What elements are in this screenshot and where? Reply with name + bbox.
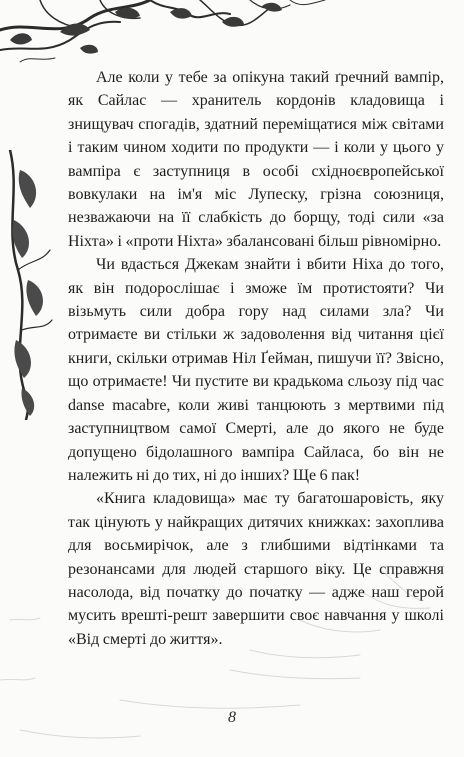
left-vine-ornament	[0, 150, 60, 420]
paragraph-2: Чи вдасться Джекам знайти і вбити Ніха до того, як він подорослішає і зможе їм протистояти? Чи візьмуть сили добра гору над силами зла? Чи отримаєте ви стільки ж задоволення від читання цієї книги, скільки отримав Ніл Ґейман, пишучи її? Звісно, що отримаєте! Чи пустите ви крадькома сльозу під час danse macabre, коли живі танцюють з мертвими під заступництвом самої Смерті, але до якого не буде допущено бідолашного вампіра Сайласа, бо він не належить ні до тих, ні до інших? Ще 6 пак!	[68, 256, 444, 484]
body-text	[68, 66, 444, 651]
paragraph-1: Але коли у тебе за опікуна такий ґречний вампір, як Сайлас — хранитель кордонів кладовища і знищувач спогадів, здатний переміщатися між світами і таким чином ходити по продукти — і коли у цього у вампіра є заступниця в особі східноєвропейської вовкулаки на ім'я міс Лупеску, грізна союзниця, незважаючи на її слабкість до борщу, тоді сили «за Ніхта» і «проти Ніхта» збалансовані більш рівномірно.	[68, 69, 444, 250]
top-vine-ornament	[0, 0, 464, 70]
page-number: 8	[228, 709, 236, 726]
paragraph-3: «Книга кладовища» має ту багатошаровість, яку так цінують у найкращих дитячих книжках: захоплива для восьмирічок, але з глибшими відтінками та резонансами для людей старшого віку. Це справжня насолода, від початку до початку — адже наш герой мусить врешті-решт завершити своє навчання у школі «Від смерті до життя».	[68, 490, 444, 648]
